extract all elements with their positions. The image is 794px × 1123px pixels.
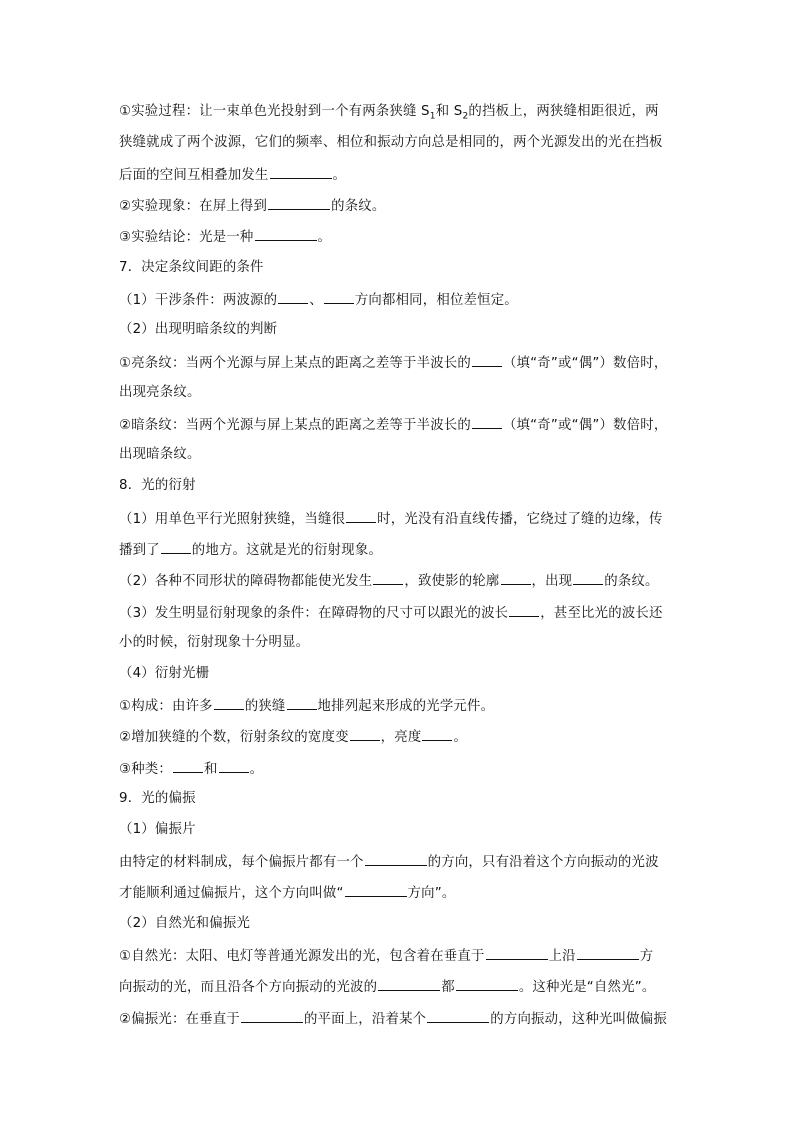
section-heading: 7．决定条纹间距的条件 [119, 260, 264, 275]
answer-blank[interactable] [241, 1008, 303, 1023]
answer-blank[interactable] [472, 352, 502, 367]
text-line: （3）发生明显衍射现象的条件：在障碍物的尺寸可以跟光的波长 ，甚至比光的波长还 [119, 602, 689, 622]
answer-blank[interactable] [378, 976, 440, 991]
text-line: ①亮条纹：当两个光源与屏上某点的距离之差等于半波长的 （填“奇”或“偶”）数倍时， [119, 352, 689, 372]
text-line: ①构成：由许多 的狭缝 地排列起来形成的光学元件。 [119, 695, 689, 715]
text-line: （1）用单色平行光照射狭缝，当缝很 时，光没有沿直线传播，它绕过了缝的边缘，传 [119, 508, 689, 528]
answer-blank[interactable] [219, 758, 249, 773]
answer-blank[interactable] [268, 195, 330, 210]
section-heading: 8．光的衍射 [119, 478, 196, 493]
answer-blank[interactable] [427, 1008, 489, 1023]
text-line: 狭缝就成了两个波源，它们的频率、相位和振动方向总是相同的，两个光源发出的光在挡板 [119, 135, 663, 150]
text-line: ①实验过程：让一束单色光投射到一个有两条狭缝 $S_1$和 $S_2$的挡板上，两狭缝相距很近，两 [119, 104, 659, 122]
text-line: 向振动的光，而且沿各个方向振动的光波的 都 。这种光是“自然光”。 [119, 976, 689, 996]
text-line: 出现暗条纹。 [119, 447, 201, 462]
answer-blank[interactable] [472, 414, 502, 429]
text-line: 后面的空间互相叠加发生 。 [119, 164, 689, 184]
text-line: ②增加狭缝的个数，衍射条纹的宽度变 ，亮度 。 [119, 726, 689, 746]
answer-blank[interactable] [324, 289, 354, 304]
subsection-heading: （2）自然光和偏振光 [119, 916, 251, 931]
answer-blank[interactable] [345, 882, 407, 897]
text-line: ①自然光：太阳、电灯等普通光源发出的光，包含着在垂直于 上沿 方 [119, 945, 689, 965]
answer-blank[interactable] [501, 570, 531, 585]
answer-blank[interactable] [278, 289, 308, 304]
answer-blank[interactable] [573, 570, 603, 585]
answer-blank[interactable] [161, 539, 191, 554]
text-line: ②偏振光：在垂直于 的平面上，沿着某个 的方向振动，这种光叫做偏振 [119, 1008, 689, 1028]
answer-blank[interactable] [214, 695, 244, 710]
text-line: （2）各种不同形状的障碍物都能使光发生 ，致使影的轮廓 ，出现 的条纹。 [119, 570, 689, 590]
answer-blank[interactable] [287, 695, 317, 710]
answer-blank[interactable] [509, 602, 539, 617]
text-line: 小的时候，衍射现象十分明显。 [119, 635, 310, 650]
text-line: 出现亮条纹。 [119, 385, 201, 400]
section-heading: 9．光的偏振 [119, 791, 196, 806]
subsection-heading: （2）出现明暗条纹的判断 [119, 322, 278, 337]
answer-blank[interactable] [456, 976, 518, 991]
answer-blank[interactable] [486, 945, 548, 960]
answer-blank[interactable] [346, 508, 376, 523]
text-line: （1）干涉条件：两波源的 、 方向都相同，相位差恒定。 [119, 289, 689, 309]
text-line: ③实验结论：光是一种 。 [119, 226, 689, 246]
text-line: ②实验现象：在屏上得到 的条纹。 [119, 195, 689, 215]
answer-blank[interactable] [270, 164, 332, 179]
answer-blank[interactable] [577, 945, 639, 960]
answer-blank[interactable] [365, 851, 427, 866]
answer-blank[interactable] [373, 570, 403, 585]
answer-blank[interactable] [255, 226, 317, 241]
subsection-heading: （4）衍射光栅 [119, 666, 210, 681]
text-line: 才能顺利通过偏振片，这个方向叫做“ 方向”。 [119, 882, 689, 902]
answer-blank[interactable] [350, 726, 380, 741]
text-line: ③种类： 和 。 [119, 758, 689, 778]
subsection-heading: （1）偏振片 [119, 822, 196, 837]
text-line: 由特定的材料制成，每个偏振片都有一个 的方向，只有沿着这个方向振动的光波 [119, 851, 689, 871]
answer-blank[interactable] [422, 726, 452, 741]
answer-blank[interactable] [173, 758, 203, 773]
text-line: ②暗条纹：当两个光源与屏上某点的距离之差等于半波长的 （填“奇”或“偶”）数倍时， [119, 414, 689, 434]
text-line: 播到了 的地方。这就是光的衍射现象。 [119, 539, 689, 559]
